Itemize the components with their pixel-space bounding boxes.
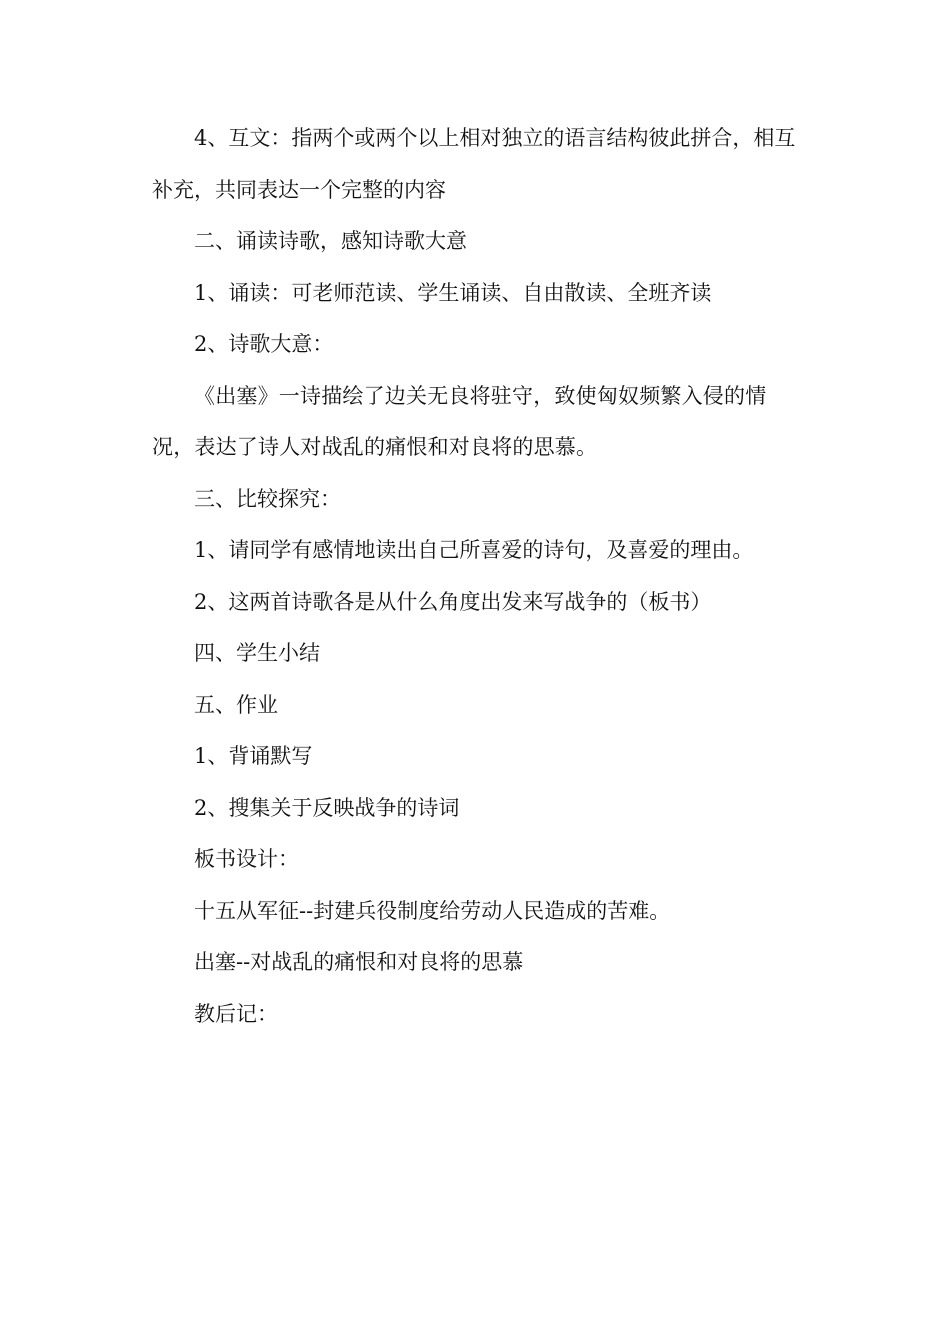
- paragraph-homework-recite: 1、背诵默写: [194, 744, 313, 768]
- paragraph-huwen-definition: 4、互文：指两个或两个以上相对独立的语言结构彼此拼合，相互补充，共同表达一个完整的内容: [152, 126, 796, 202]
- heading-homework: 五、作业: [194, 692, 278, 717]
- document-body: [152, 113, 802, 1040]
- paragraph-war-perspective: 2、这两首诗歌各是从什么角度出发来写战争的（板书）: [194, 589, 712, 614]
- heading-blackboard-design: 板书设计：: [194, 847, 299, 871]
- heading-compare-explore: 三、比较探究：: [194, 486, 341, 511]
- paragraph-blackboard-line-1: 十五从军征--封建兵役制度给劳动人民造成的苦难。: [194, 898, 671, 923]
- paragraph-poem-meaning-label: 2、诗歌大意：: [194, 332, 334, 356]
- paragraph-recite-methods: 1、诵读：可老师范读、学生诵读、自由散读、全班齐读: [194, 280, 712, 305]
- heading-student-summary: 四、学生小结: [194, 641, 320, 665]
- paragraph-blackboard-line-2: 出塞--对战乱的痛恨和对良将的思慕: [194, 950, 524, 974]
- heading-teaching-reflection: 教后记：: [194, 1001, 278, 1026]
- heading-recite-poems: 二、诵读诗歌，感知诗歌大意: [194, 229, 467, 253]
- paragraph-chusai-summary: 《出塞》一诗描绘了边关无良将驻守，致使匈奴频繁入侵的情况，表达了诗人对战乱的痛恨和对良将的思慕。: [152, 383, 767, 459]
- paragraph-read-favorite-lines: 1、请同学有感情地读出自己所喜爱的诗句，及喜爱的理由。: [194, 538, 754, 562]
- paragraph-homework-collect: 2、搜集关于反映战争的诗词: [194, 795, 460, 820]
